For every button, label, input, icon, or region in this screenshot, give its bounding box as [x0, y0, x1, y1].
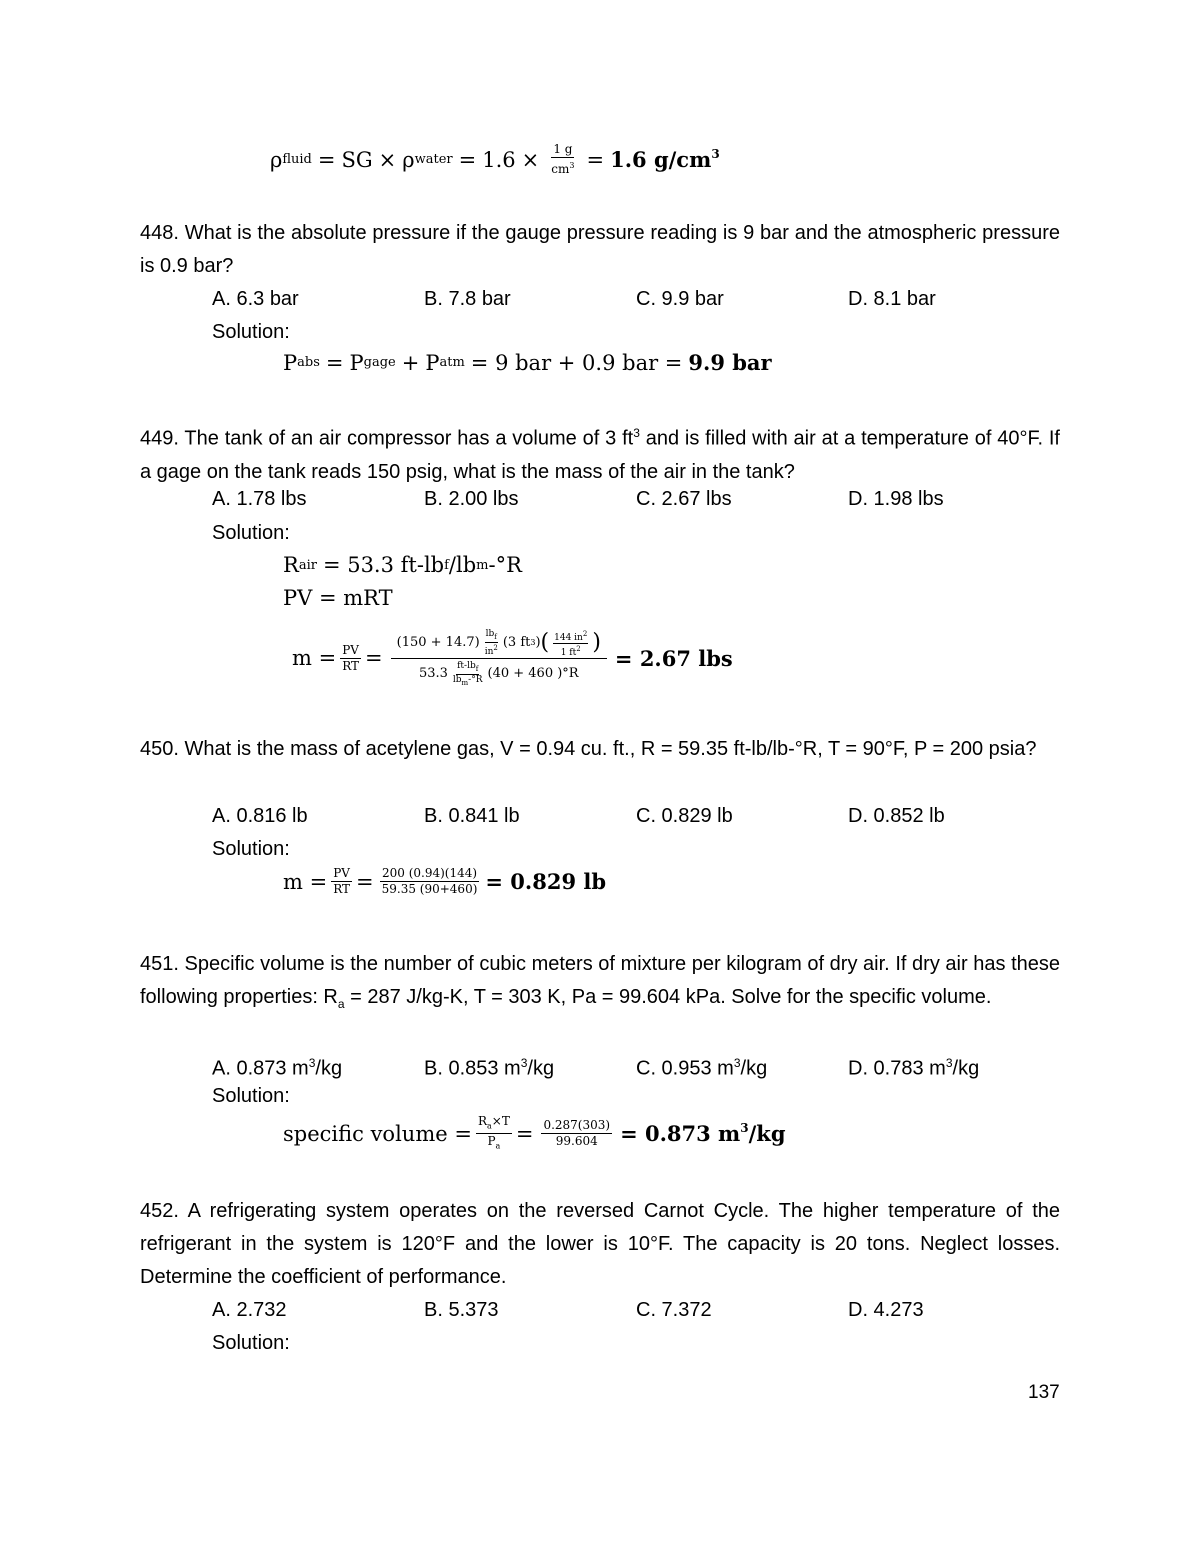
- q448-solution-label: Solution:: [212, 321, 290, 343]
- water-density-fraction: [549, 142, 576, 177]
- mass-equation-450: [283, 866, 606, 897]
- equals: =: [356, 869, 374, 894]
- pa-sub: a: [495, 1141, 501, 1151]
- q450-option-c: C. 0.829 lb: [636, 805, 733, 827]
- q449-text-a: 449. The tank of an air compressor has a volume of 3 ft: [140, 427, 634, 450]
- equals: =: [365, 646, 383, 670]
- abs-sub: abs: [297, 355, 320, 370]
- sg-value: 1.6: [482, 147, 516, 172]
- density-result-text: 1.6 g/cm: [610, 147, 712, 172]
- question-450: 450. What is the mass of acetylene gas, V = 0.94 cu. ft., R = 59.35 ft-lb/lb-°R, T = 90°F, P = 200 psia?: [140, 738, 1037, 760]
- num: 0.287(303): [543, 1118, 611, 1133]
- conv-den-text: 1 ft: [560, 647, 577, 658]
- equals: =: [515, 1121, 534, 1146]
- q451-result-sup: 3: [740, 1121, 749, 1136]
- conv-den: [560, 644, 582, 658]
- p-abs: P: [283, 350, 298, 375]
- q451-option-d: [848, 1047, 979, 1086]
- lbf: [485, 629, 498, 643]
- num-b-close: ): [535, 635, 541, 651]
- q450-solution-label: Solution:: [212, 838, 290, 860]
- lbf-in2: [484, 629, 499, 657]
- q450-option-a: A. 0.816 lb: [212, 805, 308, 827]
- frac-num: 1 g: [553, 142, 573, 156]
- opt-b-text: B. 0.853 m: [424, 1057, 521, 1080]
- num-b-sup: 3: [530, 638, 536, 648]
- lbmr: [452, 675, 484, 688]
- density-result: [610, 147, 720, 172]
- q451-text-a: 451. Specific volume is the number of cubic meters of mixture per kilogram of dry air. If dry air has these following properties: R: [140, 953, 1060, 1008]
- lbmr-tail: -°R: [468, 674, 483, 685]
- q448-rhs: = 9 bar + 0.9 bar =: [470, 350, 683, 375]
- lbmr-sub: m: [461, 678, 469, 687]
- rt: RT: [342, 658, 360, 673]
- m-eq: m =: [292, 646, 337, 670]
- q449-text-b: and is filled with air at a temperature of 40°F. If a gage on the tank reads 150 psig, what is the mass of the air in the tank?: [140, 427, 1060, 483]
- ra-sub: a: [486, 1121, 492, 1131]
- mass-fraction-449: [391, 629, 607, 688]
- opt-c-unit: /kg: [740, 1057, 768, 1080]
- r-air-equation: [283, 553, 522, 577]
- rho-fluid-sub: fluid: [282, 152, 312, 167]
- q451-result-text: = 0.873 m: [620, 1121, 741, 1147]
- sg: SG: [341, 147, 373, 172]
- sv-label: specific volume =: [283, 1121, 472, 1146]
- value-fraction-451: [541, 1118, 612, 1149]
- equals-2: =: [458, 147, 477, 172]
- conv-num: [553, 629, 588, 644]
- m-sub: m: [476, 557, 489, 573]
- opt-d-sup: 3: [945, 1056, 953, 1070]
- p-atm: P: [425, 350, 440, 375]
- mass-numerator: [391, 629, 607, 659]
- q451-text-b: = 287 J/kg-K, T = 303 K, Pa = 99.604 kPa. Solve for the specific volume.: [344, 986, 992, 1008]
- q452-option-b: B. 5.373: [424, 1299, 499, 1321]
- lbf-text: lb: [485, 629, 495, 640]
- den: 59.35 (90+460): [381, 882, 478, 896]
- r-air-val: = 53.3 ft-lb: [322, 553, 445, 577]
- conv-den-sup: 2: [576, 644, 581, 653]
- frac-den: [549, 158, 576, 177]
- q451-solution-label: Solution:: [212, 1085, 290, 1107]
- lbmr-text: lb: [452, 674, 462, 685]
- times-2: ×: [521, 147, 540, 172]
- atm-sub: atm: [439, 355, 465, 370]
- equals-3: =: [586, 147, 605, 172]
- rho-symbol-2: ρ: [402, 147, 415, 172]
- lbf-sub: f: [494, 633, 497, 642]
- ftlbf-text: ft-lb: [457, 660, 476, 671]
- num: 200 (0.94)(144): [381, 866, 478, 880]
- question-451: [140, 948, 1060, 1021]
- num-a: (150 + 14.7): [396, 635, 480, 651]
- opt-c-text: C. 0.953 m: [636, 1057, 734, 1080]
- opt-a-text: A. 0.873 m: [212, 1057, 309, 1080]
- opt-b-sup: 3: [520, 1056, 528, 1070]
- pv: PV: [333, 866, 350, 880]
- pv-rt-fraction: [331, 866, 352, 897]
- plus: +: [401, 350, 420, 375]
- q449-option-a: A. 1.78 lbs: [212, 488, 307, 510]
- page-number: 137: [1028, 1382, 1060, 1403]
- density-equation: [270, 142, 720, 177]
- opt-a-unit: /kg: [315, 1057, 343, 1080]
- q451-result-unit: /kg: [748, 1121, 786, 1147]
- q450-option-b: B. 0.841 lb: [424, 805, 520, 827]
- equals: =: [325, 350, 344, 375]
- pv: PV: [342, 642, 359, 657]
- q449-option-d: D. 1.98 lbs: [848, 488, 944, 510]
- ftlbf: [456, 661, 479, 675]
- equals: =: [317, 147, 336, 172]
- pa-p: P: [487, 1134, 496, 1149]
- ra-t-pa-fraction: [476, 1114, 512, 1154]
- conv-num-sup: 2: [582, 629, 588, 638]
- m-eq: m =: [283, 869, 328, 894]
- rt: RT: [333, 882, 351, 896]
- pa: [485, 1134, 502, 1153]
- opt-c-sup: 3: [733, 1056, 741, 1070]
- q448-equation: [283, 350, 772, 375]
- q448-option-a: A. 6.3 bar: [212, 288, 299, 310]
- ftlbf-sub: f: [475, 664, 479, 673]
- q451-option-c: [636, 1047, 767, 1086]
- rho-symbol: ρ: [270, 147, 283, 172]
- air-sub: air: [298, 557, 317, 573]
- mass-denominator: [417, 659, 581, 688]
- value-fraction-450: [380, 866, 480, 897]
- r-slash: /lb: [448, 553, 477, 577]
- question-452: 452. A refrigerating system operates on the reversed Carnot Cycle. The higher temperature of the refrigerant in the system is 120°F and the lower is 10°F. The capacity is 20 tons. Neglect losses. Determine the coefficient of performance.: [140, 1200, 1060, 1288]
- pv-rt-fraction: [340, 643, 361, 674]
- conversion-fraction: [553, 629, 588, 658]
- num-c-close: ): [592, 630, 601, 656]
- specific-volume-equation: [283, 1114, 786, 1154]
- r-tail: -°R: [488, 553, 522, 577]
- q449-option-c: C. 2.67 lbs: [636, 488, 732, 510]
- ra-r: R: [477, 1114, 487, 1128]
- opt-d-text: D. 0.783 m: [848, 1057, 946, 1080]
- q452-solution-label: Solution:: [212, 1332, 290, 1354]
- p-gage: P: [349, 350, 364, 375]
- q449-result: = 2.67 lbs: [614, 645, 733, 671]
- in2: [484, 643, 499, 657]
- r: R: [283, 553, 299, 577]
- opt-a-sup: 3: [308, 1056, 316, 1070]
- ftlbf-lbmr: [452, 661, 484, 688]
- q448-option-d: D. 8.1 bar: [848, 288, 936, 310]
- q452-option-d: D. 4.273: [848, 1299, 924, 1321]
- pv-equation: PV = mRT: [283, 586, 393, 610]
- q448-result: 9.9 bar: [688, 350, 772, 375]
- mass-equation-449: [292, 618, 733, 698]
- q450-option-d: D. 0.852 lb: [848, 805, 945, 827]
- opt-b-unit: /kg: [527, 1057, 555, 1080]
- num-b: (3 ft: [502, 635, 531, 651]
- in2-sup: 2: [493, 644, 498, 653]
- q449-option-b: B. 2.00 lbs: [424, 488, 519, 510]
- num-row: [397, 629, 601, 658]
- frac-den-text: cm: [551, 162, 570, 176]
- gage-sub: gage: [363, 355, 396, 370]
- q449-solution-label: Solution:: [212, 522, 290, 544]
- q448-option-b: B. 7.8 bar: [424, 288, 511, 310]
- q451-option-b: [424, 1047, 554, 1086]
- den-row: [419, 661, 579, 688]
- den-b: (40 + 460 )°R: [487, 666, 579, 681]
- f-sub: f: [444, 557, 449, 573]
- rho-water-sub: water: [414, 152, 453, 167]
- question-448: 448. What is the absolute pressure if the gauge pressure reading is 9 bar and the atmospheric pressure is 0.9 bar?: [140, 222, 1060, 277]
- density-result-sup: 3: [711, 147, 720, 161]
- q451-result: [620, 1121, 785, 1146]
- q452-option-a: A. 2.732: [212, 1299, 287, 1321]
- times: ×: [378, 147, 397, 172]
- ra-tail: ×T: [491, 1114, 510, 1128]
- den: 99.604: [555, 1134, 598, 1149]
- q449-sup: 3: [633, 426, 640, 440]
- q451-sub: a: [337, 997, 345, 1011]
- conv-num-text: 144 in: [554, 632, 583, 643]
- q452-option-c: C. 7.372: [636, 1299, 712, 1321]
- in2-text: in: [484, 647, 494, 658]
- opt-d-unit: /kg: [952, 1057, 980, 1080]
- q448-option-c: C. 9.9 bar: [636, 288, 724, 310]
- question-449: [140, 417, 1060, 489]
- ra-t: [476, 1114, 512, 1134]
- den-a: 53.3: [418, 666, 448, 681]
- q450-result: = 0.829 lb: [485, 869, 607, 894]
- frac-den-sup: 3: [569, 161, 575, 170]
- num-c-open: (: [540, 630, 550, 656]
